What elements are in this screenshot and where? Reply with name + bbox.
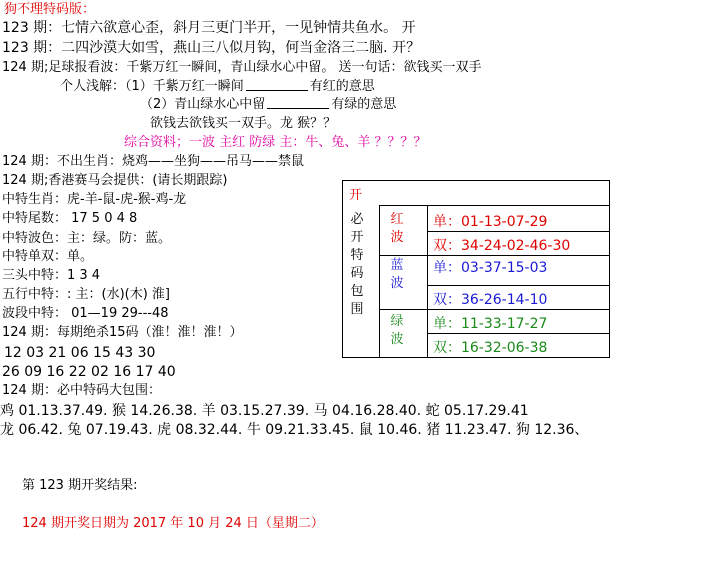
line-wave-color: 中特波色：主：绿。防：蓝。: [2, 231, 172, 246]
blue-even-tag: 双：: [433, 292, 461, 308]
line-result: 第 123 期开奖结果:: [22, 478, 138, 493]
line-kill: 124 期：每期绝杀15码（淮！淮！淮！）: [2, 325, 243, 340]
line-123-a: 123 期：七情六欲意心歪，斜月三更门半开，一见钟情共鱼水。 开: [2, 20, 416, 36]
green-even-tag: 双：: [433, 340, 461, 356]
green-wave-label: 绿波: [390, 314, 404, 347]
explain-2-text: （2）青山绿水心中留: [140, 97, 266, 112]
green-odd-nums: 11-33-17-27: [461, 316, 548, 332]
line-explain-3: 欲钱去欲钱买一双手。龙 猴？？: [150, 116, 337, 131]
line-124-football: 124 期;足球报看波：千紫万红一瞬间，青山绿水心中留。 送一句话：欲钱买一双手: [2, 60, 482, 75]
red-odd-nums: 01-13-07-29: [461, 214, 548, 230]
line-explain-1: [60, 79, 375, 95]
blue-even-row: [433, 289, 547, 309]
table-header: 开: [349, 188, 363, 203]
red-odd-row: [433, 211, 547, 231]
red-even-nums: 34-24-02-46-30: [461, 238, 571, 254]
divider-v2: [427, 205, 428, 358]
line-head: 三头中特：1 3 4: [2, 268, 101, 283]
line-odd-even: 中特单双：单。: [2, 249, 94, 264]
explain-2-meaning: 有绿的意思: [331, 97, 397, 112]
special-number-table: [342, 180, 610, 358]
line-must-hit: 124 期：必中特码大包围：: [2, 383, 161, 398]
divider-top: [379, 205, 610, 206]
green-odd-row: [433, 313, 547, 333]
table-side-label: 必开特码包围: [350, 212, 364, 317]
blue-odd-nums: 03-37-15-03: [461, 260, 548, 276]
underline-2: [267, 100, 329, 109]
line-summary: 综合资料；一波 主红 防绿 主：牛、兔、羊 ？？？？: [124, 135, 427, 150]
line-range: 波段中特： 01—19 29---48: [2, 306, 169, 321]
line-tail: 中特尾数： 17 5 0 4 8: [2, 211, 138, 226]
blue-even-nums: 36-26-14-10: [461, 292, 548, 308]
page-title: 狗不理特码版：: [4, 2, 96, 17]
divider-h3: [427, 231, 610, 232]
red-even-tag: 双：: [433, 238, 461, 254]
red-wave-label: 红波: [390, 212, 404, 245]
blue-odd-row: [433, 257, 547, 277]
line-zodiac-nums-1: 鸡 01.13.37.49. 猴 14.26.38. 羊 03.15.27.39. 马 04.16.28.40. 蛇 05.17.29.41: [0, 403, 529, 419]
line-five-elements: 五行中特：: 主：(水)(木) 淮]: [2, 287, 171, 302]
red-even-row: [433, 235, 570, 255]
divider-h2: [379, 309, 610, 310]
divider-v1: [379, 205, 380, 358]
line-kill-nums-2: 26 09 16 22 02 16 17 40: [2, 364, 176, 380]
line-zodiac: 中特生肖：虎-羊-鼠-虎-猴-鸡-龙: [2, 192, 187, 207]
blue-wave-label: 蓝波: [390, 258, 404, 291]
line-kill-nums-1: 12 03 21 06 15 43 30: [4, 345, 156, 361]
line-explain-2: [140, 97, 396, 113]
divider-h1: [379, 255, 610, 256]
green-even-row: [433, 337, 547, 357]
explain-1-meaning: 有红的意思: [309, 79, 375, 94]
explain-1-text: 个人浅解：（1）千紫万红一瞬间: [60, 79, 244, 94]
underline-1: [246, 82, 308, 91]
line-zodiac-nums-2: 龙 06.42. 兔 07.19.43. 虎 08.32.44. 牛 09.21.33.45. 鼠 10.46. 猪 11.23.47. 狗 12.36、: [0, 422, 589, 438]
divider-h5: [427, 333, 610, 334]
line-draw-date: 124 期开奖日期为 2017 年 10 月 24 日（星期二）: [22, 516, 324, 531]
line-no-zodiac: 124 期：不出生肖：烧鸡——坐狗——吊马——禁鼠: [2, 154, 304, 169]
blue-odd-tag: 单：: [433, 260, 461, 276]
red-odd-tag: 单：: [433, 214, 461, 230]
line-123-b: 123 期：二四沙漠大如雪，燕山三八似月钩，何当金洛三二脑. 开？: [2, 40, 421, 56]
line-hk-jockey: 124 期;香港赛马会提供：(请长期跟踪): [2, 173, 228, 188]
green-even-nums: 16-32-06-38: [461, 340, 548, 356]
green-odd-tag: 单：: [433, 316, 461, 332]
divider-h4: [427, 285, 610, 286]
